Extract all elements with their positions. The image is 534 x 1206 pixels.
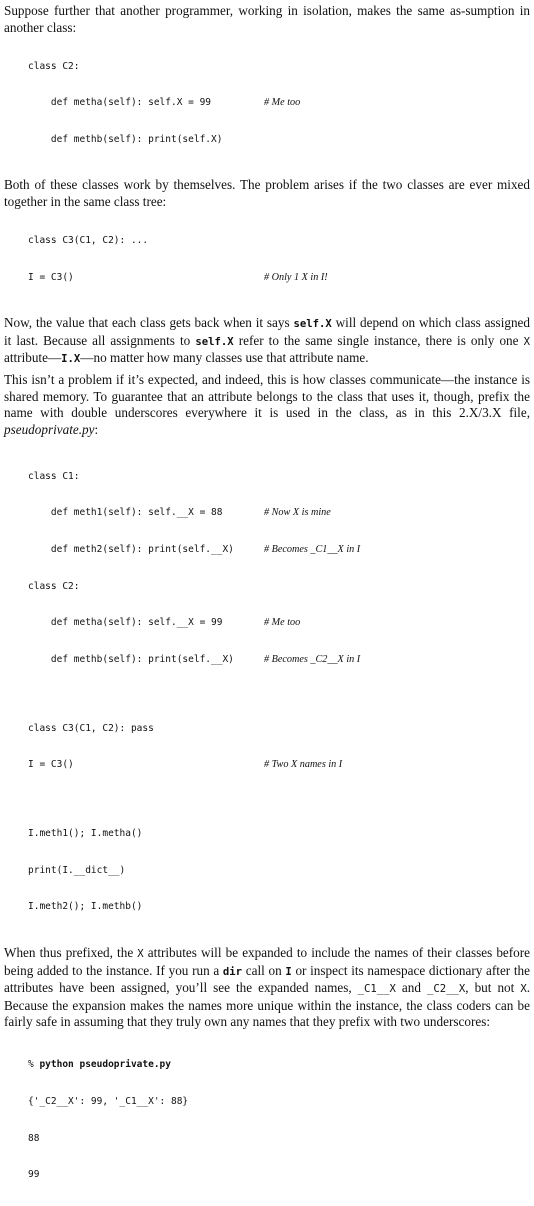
code-line (28, 544, 530, 556)
code-line (28, 235, 530, 247)
text-run: This isn’t a problem if it’s expected, and indeed, this is how classes communicate—the instance is shared memory. To guarantee that an attribute belongs to the class that uses it, though, prefix the name with double underscores everywhere it is used in the class, as in this 2.X/3.X file, (4, 371, 530, 421)
code-comment: # Becomes _C2__X in I (264, 653, 361, 665)
code-text: def methb(self): print(self.X) (28, 133, 223, 145)
paragraph-shared-memory (4, 372, 530, 438)
code-text: I = C3() (28, 759, 74, 771)
code-line (28, 61, 530, 73)
text-run: and (395, 980, 427, 996)
inline-code: I (285, 965, 292, 978)
text-run: , but not (465, 980, 521, 996)
code-line (28, 507, 530, 519)
code-text: class C2: (28, 580, 80, 592)
inline-code: X (520, 983, 527, 996)
text-run: or inspect its namespace dictionary after the attributes have been assigned, you’ll see the expanded names, (4, 962, 531, 996)
code-text: I.meth2(); I.methb() (28, 901, 143, 913)
paragraph-intro-text: Suppose further that another programmer, working in isolation, makes the same as-sumption in another class: (4, 3, 530, 35)
inline-code: X (523, 335, 530, 348)
text-run: When thus prefixed, the (4, 945, 138, 961)
code-comment: # Two X names in I (264, 759, 343, 771)
code-line (28, 1059, 530, 1071)
code-listing-output (28, 1035, 530, 1206)
shell-command: python pseudoprivate.py (39, 1059, 172, 1071)
code-comment: # Becomes _C1__X in I (264, 543, 361, 555)
paragraph-intro (4, 3, 530, 36)
text-run: . Because the expansion makes the names more unique within the instance, the class coders can be fairly safe in assuming that they truly own any names that they prefix with two underscores: (4, 980, 531, 1030)
inline-code: _C2__X (427, 983, 466, 996)
code-comment: # Me too (264, 617, 301, 629)
code-line (28, 134, 530, 146)
code-gap (28, 796, 530, 804)
code-line (28, 865, 530, 877)
code-comment: # Me too (264, 97, 301, 109)
code-text: I.meth1(); I.metha() (28, 828, 143, 840)
code-line (28, 1096, 530, 1108)
code-line (28, 759, 530, 771)
code-line (28, 617, 530, 629)
code-text: class C3(C1, C2): ... (28, 234, 149, 246)
code-line (28, 272, 530, 284)
code-line (28, 471, 530, 483)
inline-code: _C1__X (357, 983, 396, 996)
output-text: 88 (28, 1132, 40, 1144)
file-name: pseudoprivate.py (4, 421, 95, 437)
code-line (28, 97, 530, 109)
code-listing-c3 (28, 211, 530, 309)
output-text: 99 (28, 1169, 40, 1181)
text-run: : (94, 421, 99, 437)
code-line (28, 1133, 530, 1145)
code-text: class C3(C1, C2): pass (28, 722, 154, 734)
code-listing-pseudoprivate (28, 446, 530, 938)
inline-code: I.X (61, 353, 81, 366)
code-line (28, 723, 530, 735)
code-text: print(I.__dict__) (28, 864, 126, 876)
inline-code: self.X (293, 318, 332, 331)
paragraph-problem (4, 177, 530, 210)
code-line (28, 901, 530, 913)
text-run: will depend on which class assigned it last. Because all assignments to (4, 315, 530, 348)
code-line (28, 828, 530, 840)
paragraph-problem-text: Both of these classes work by themselves. The problem arises if the two classes are ever mixed together in the same class tree: (4, 177, 530, 209)
inline-code: X (137, 948, 144, 961)
text-run: refer to the same single instance, there is only one (233, 332, 524, 348)
code-comment: # Only 1 X in I! (264, 271, 328, 283)
text-run: —no matter how many classes use that attribute name. (80, 350, 369, 366)
code-line (28, 581, 530, 593)
code-text: def methb(self): print(self.__X) (28, 653, 234, 665)
text-run: attribute— (4, 350, 62, 366)
code-text: def meth2(self): print(self.__X) (28, 543, 234, 555)
code-comment: # Now X is mine (264, 507, 331, 519)
code-text: def metha(self): self.X = 99 (28, 97, 212, 109)
output-text: {'_C2__X': 99, '_C1__X': 88} (28, 1096, 189, 1108)
inline-code: dir (222, 965, 243, 978)
code-listing-c2 (28, 36, 530, 170)
text-run: attributes will be expanded to include the names of their classes before being added to the instance. If you run a (4, 945, 530, 978)
paragraph-expansion (4, 945, 530, 1031)
code-line (28, 1169, 530, 1181)
code-gap (28, 690, 530, 698)
text-run: Now, the value that each class gets back when it says (4, 315, 294, 331)
code-text: def meth1(self): self.__X = 88 (28, 507, 223, 519)
code-line (28, 654, 530, 666)
inline-code: self.X (195, 335, 234, 348)
code-text: class C1: (28, 470, 80, 482)
code-text: class C2: (28, 60, 80, 72)
shell-prompt: % (28, 1059, 40, 1071)
text-run: call on (242, 962, 286, 978)
paragraph-shared-value (4, 315, 530, 368)
code-text: def metha(self): self.__X = 99 (28, 617, 223, 629)
code-text: I = C3() (28, 271, 74, 283)
